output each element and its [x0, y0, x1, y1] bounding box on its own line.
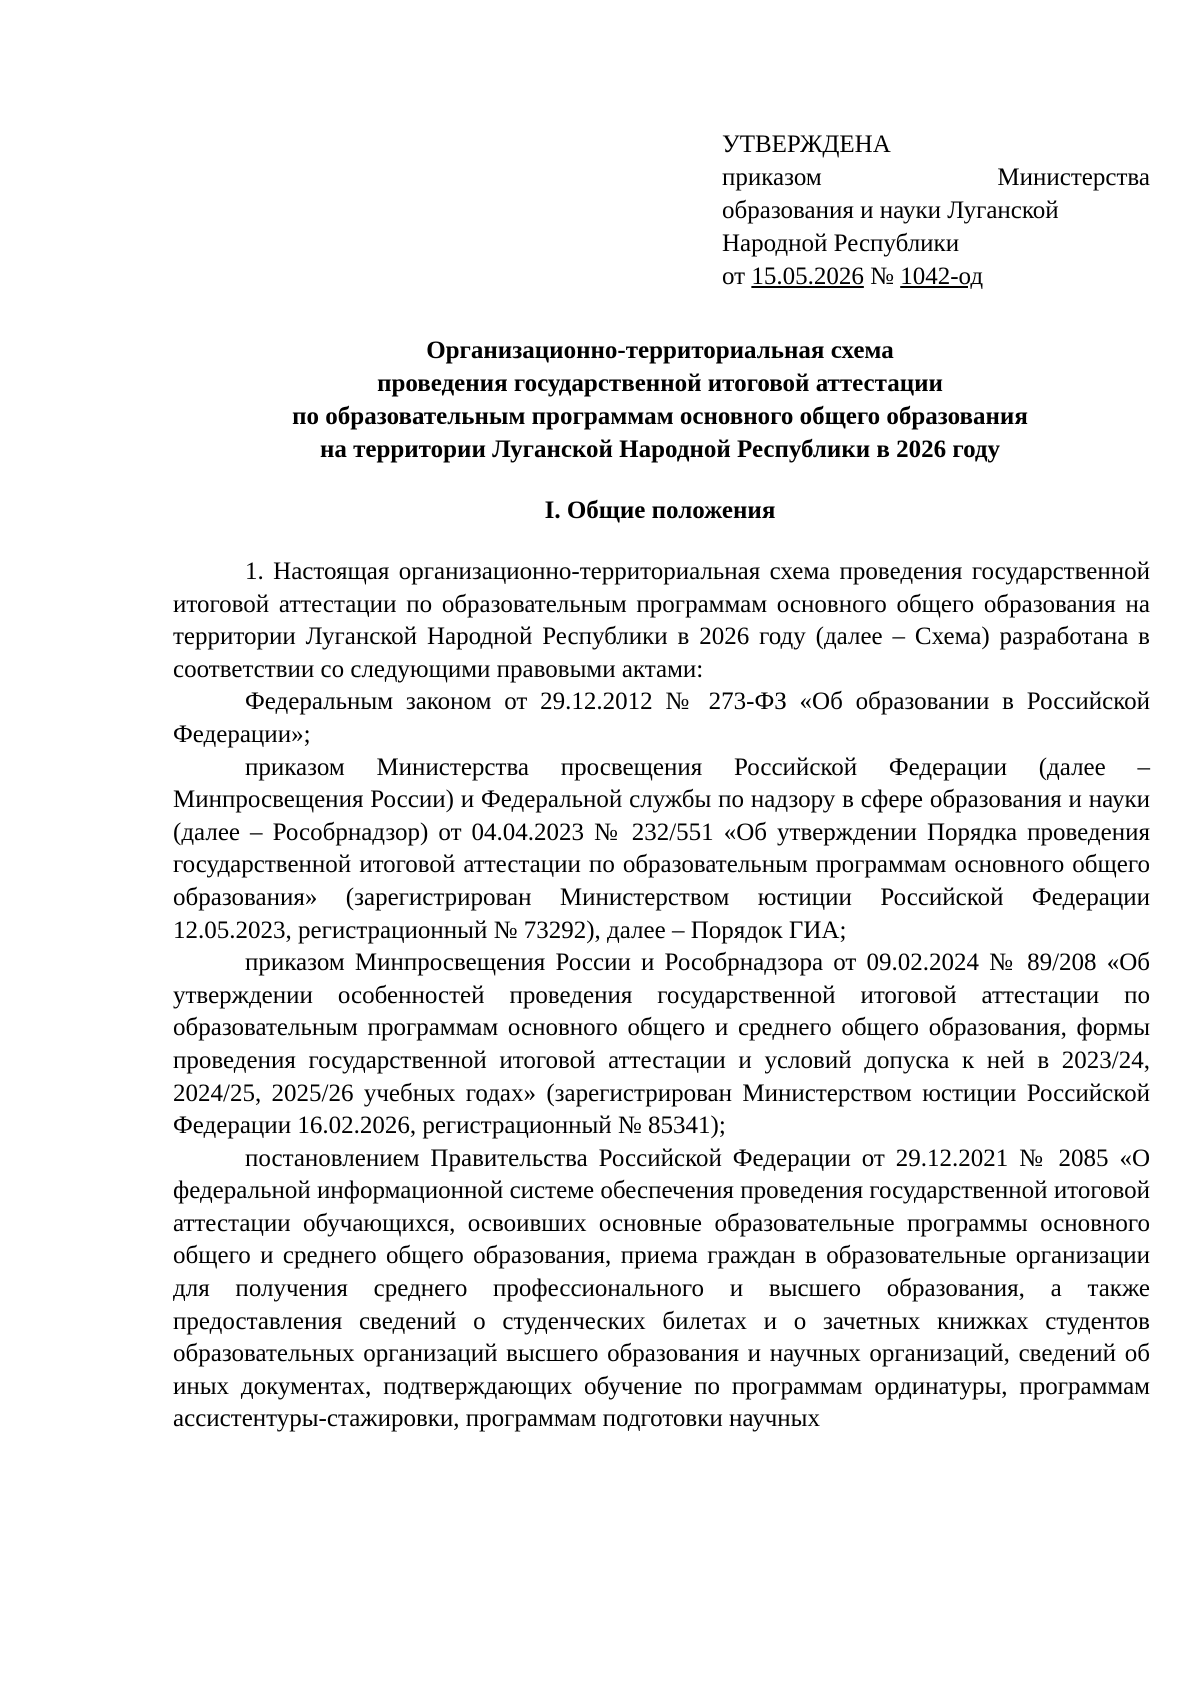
paragraph: Федеральным законом от 29.12.2012 № 273-ФЗ «Об образовании в Российской Федерации»; — [173, 688, 1150, 748]
approval-stamp — [722, 128, 1150, 293]
approval-heading: УТВЕРЖДЕНА — [722, 131, 891, 158]
paragraph: 1. Настоящая организационно-территориальная схема проведения государственной итоговой аттестации по образовательным программам основного общего образования на территории Луганской Народной Республики в 2026 году (далее – Схема) разработана в соответствии со следующими правовыми актами: — [173, 558, 1150, 683]
approval-date-prefix: от — [722, 263, 752, 290]
approval-number: 1042-од — [900, 263, 984, 290]
title-line: Организационно-территориальная схема — [426, 337, 894, 364]
paragraph: приказом Министерства просвещения Российской Федерации (далее – Минпросвещения России) и Федеральной службы по надзору в сфере образования и науки (далее – Рособрнадзор) от 04.04.2023 № 232/551 «Об утверждении Порядка проведения государственной итоговой аттестации по образовательным программам основного общего образования» (зарегистрирован Министерством юстиции Российской Федерации 12.05.2023, регистрационный № 73292), далее – Порядок ГИА; — [173, 753, 1150, 944]
approval-ministry-word: Министерства — [997, 164, 1150, 191]
approval-date-line — [722, 260, 1150, 293]
approval-order-word: приказом — [722, 164, 822, 191]
approval-number-sign: № — [863, 263, 901, 290]
approval-date: 15.05.2026 — [751, 263, 864, 290]
title-line: проведения государственной итоговой аттестации — [377, 370, 943, 397]
title-line: на территории Луганской Народной Республики в 2026 году — [319, 436, 1001, 463]
paragraph: приказом Минпросвещения России и Рособрнадзора от 09.02.2024 № 89/208 «Об утверждении особенностей проведения государственной итоговой аттестации по образовательным программам основного общего и среднего общего образования, формы проведения государственной итоговой аттестации и условий допуска к ней в 2023/24, 2024/25, 2025/26 учебных годах» (зарегистрирован Министерством юстиции Российской Федерации 16.02.2026, регистрационный № 85341); — [173, 949, 1150, 1140]
document-title — [160, 334, 1160, 466]
approval-republic-name: Народной Республики — [722, 230, 960, 257]
paragraph: постановлением Правительства Российской Федерации от 29.12.2021 № 2085 «О федеральной информационной системе обеспечения проведения государственной итоговой аттестации обучающихся, освоивших основные образовательные программы основного общего и среднего общего образования, приема граждан в образовательные организации для получения среднего профессионального и высшего образования, а также предоставления сведений о студенческих билетах и о зачетных книжках студентов образовательных организаций высшего образования и научных организаций, сведений об иных документах, подтверждающих обучение по программам ординатуры, программам ассистентуры-стажировки, программам подготовки научных — [173, 1144, 1150, 1433]
section-heading: I. Общие положения — [544, 497, 776, 524]
document-body — [173, 556, 1150, 1436]
title-line: по образовательным программам основного общего образования — [292, 403, 1028, 430]
approval-order-line — [722, 161, 1150, 194]
approval-ministry-name: образования и науки Луганской — [722, 197, 1059, 224]
